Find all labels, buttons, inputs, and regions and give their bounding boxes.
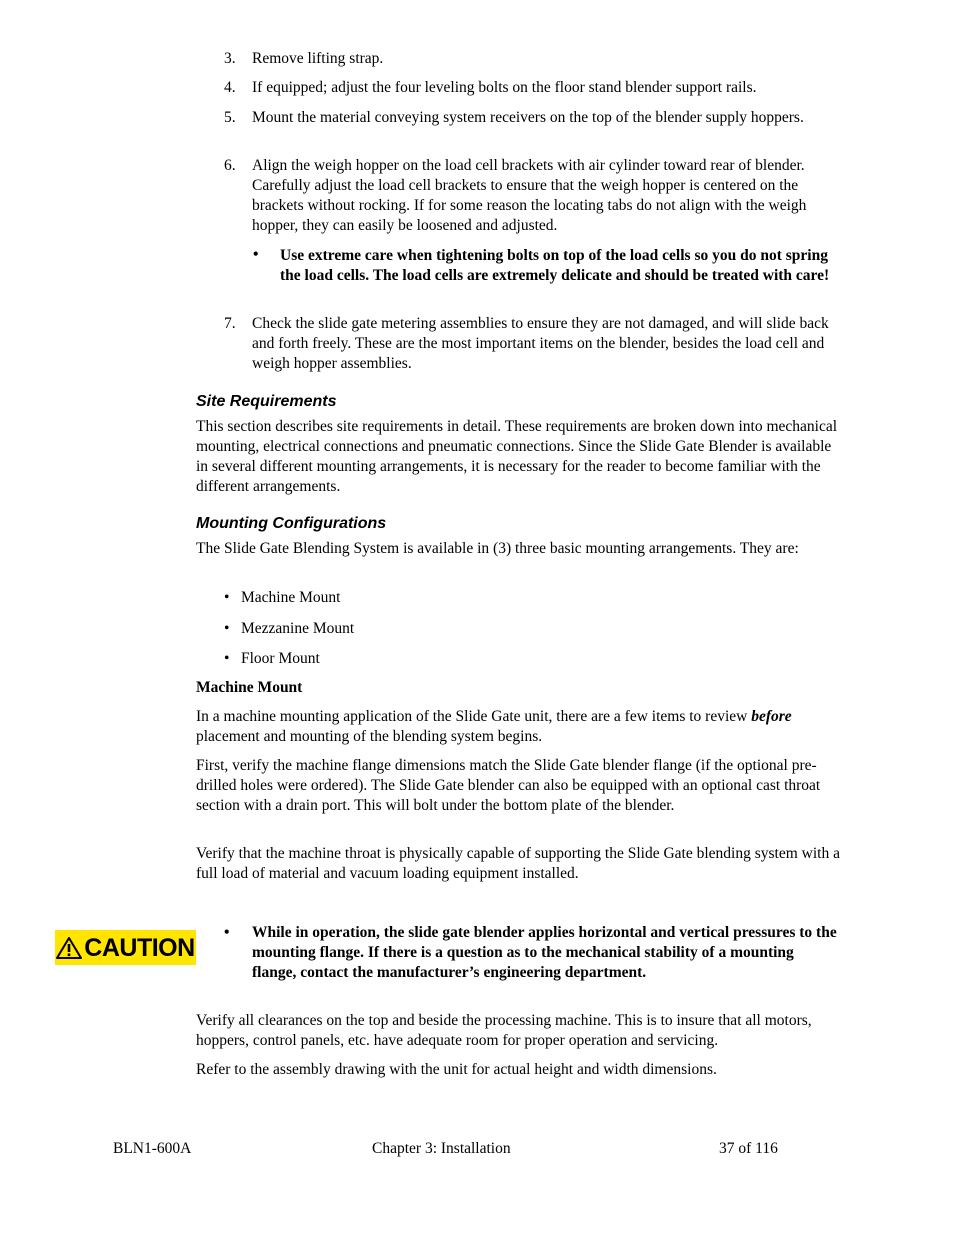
machine-mount-para5: Refer to the assembly drawing with the unit for actual height and width dimensions. bbox=[196, 1061, 717, 1078]
footer-chapter: Chapter 3: Installation bbox=[372, 1140, 511, 1157]
bullet-icon: • bbox=[253, 246, 259, 263]
step-6-text: Align the weigh hopper on the load cell brackets with air cylinder toward rear of blender. Carefully adjust the load cell brackets to ensure that the weigh hopper is centered on the brackets without rocking. If for some reason the locating tabs do not align with the weigh hopper, they can easily be loosened and adjusted. bbox=[252, 157, 807, 234]
bullet-icon: • bbox=[224, 924, 230, 941]
mounting-configurations-intro: The Slide Gate Blending System is available in (3) three basic mounting arrangements. They are: bbox=[196, 540, 799, 557]
bullet-icon: • bbox=[224, 589, 230, 606]
caution-text-label: CAUTION bbox=[84, 933, 195, 962]
caution-message: While in operation, the slide gate blender applies horizontal and vertical pressures to the mounting flange. If there is a question as to the mechanical stability of a mounting flange, contact the manufacturer’s engineering department. bbox=[252, 924, 837, 981]
machine-mount-para3: Verify that the machine throat is physically capable of supporting the Slide Gate blending system with a full load of material and vacuum loading equipment installed. bbox=[196, 845, 840, 882]
load-cell-warning: Use extreme care when tightening bolts on top of the load cells so you do not spring the load cells. The load cells are extremely delicate and should be treated with care! bbox=[280, 247, 830, 284]
bullet-icon: • bbox=[224, 620, 230, 637]
footer-page-number: 37 of 116 bbox=[719, 1140, 778, 1157]
para1-text: In a machine mounting application of the Slide Gate unit, there are a few items to review bbox=[196, 708, 752, 725]
option-mezzanine-mount: Mezzanine Mount bbox=[241, 620, 355, 637]
para1-emphasis: before bbox=[751, 708, 792, 725]
step-5-number: 5. bbox=[224, 109, 236, 126]
caution-label bbox=[55, 930, 196, 965]
step-6-number: 6. bbox=[224, 157, 236, 174]
step-4-text: If equipped; adjust the four leveling bolts on the floor stand blender support rails. bbox=[252, 79, 757, 96]
bullet-icon: • bbox=[224, 650, 230, 667]
machine-mount-heading: Machine Mount bbox=[196, 679, 303, 696]
para1-text-end: placement and mounting of the blending system begins. bbox=[196, 728, 543, 745]
step-3-number: 3. bbox=[224, 50, 236, 67]
machine-mount-para4: Verify all clearances on the top and beside the processing machine. This is to insure that all motors, hoppers, control panels, etc. have adequate room for proper operation and servicing. bbox=[196, 1012, 812, 1049]
option-machine-mount: Machine Mount bbox=[241, 589, 341, 606]
warning-triangle-icon bbox=[56, 936, 82, 960]
step-4-number: 4. bbox=[224, 79, 236, 96]
machine-mount-para2: First, verify the machine flange dimensions match the Slide Gate blender flange (if the optional pre-drilled holes were ordered). The Slide Gate blender can also be equipped with an optional cast throat section with a drain port. This will bolt under the bottom plate of the blender. bbox=[196, 757, 821, 814]
step-7-text: Check the slide gate metering assemblies to ensure they are not damaged, and will slide back and forth freely. These are the most important items on the blender, besides the load cell and weigh hopper assemblies. bbox=[252, 315, 829, 372]
machine-mount-para1 bbox=[196, 707, 846, 747]
step-5-text: Mount the material conveying system receivers on the top of the blender supply hoppers. bbox=[252, 109, 804, 126]
footer-doc-id: BLN1-600A bbox=[113, 1140, 192, 1157]
step-3-text: Remove lifting strap. bbox=[252, 50, 384, 67]
mounting-configurations-heading: Mounting Configurations bbox=[196, 515, 387, 532]
step-7-number: 7. bbox=[224, 315, 236, 332]
site-requirements-body: This section describes site requirements in detail. These requirements are broken down into mechanical mounting, electrical connections and pneumatic connections. Since the Slide Gate Blender is available in several different mounting arrangements, it is necessary for the reader to become familiar with the different arrangements. bbox=[196, 418, 838, 495]
site-requirements-heading: Site Requirements bbox=[196, 393, 337, 410]
option-floor-mount: Floor Mount bbox=[241, 650, 320, 667]
